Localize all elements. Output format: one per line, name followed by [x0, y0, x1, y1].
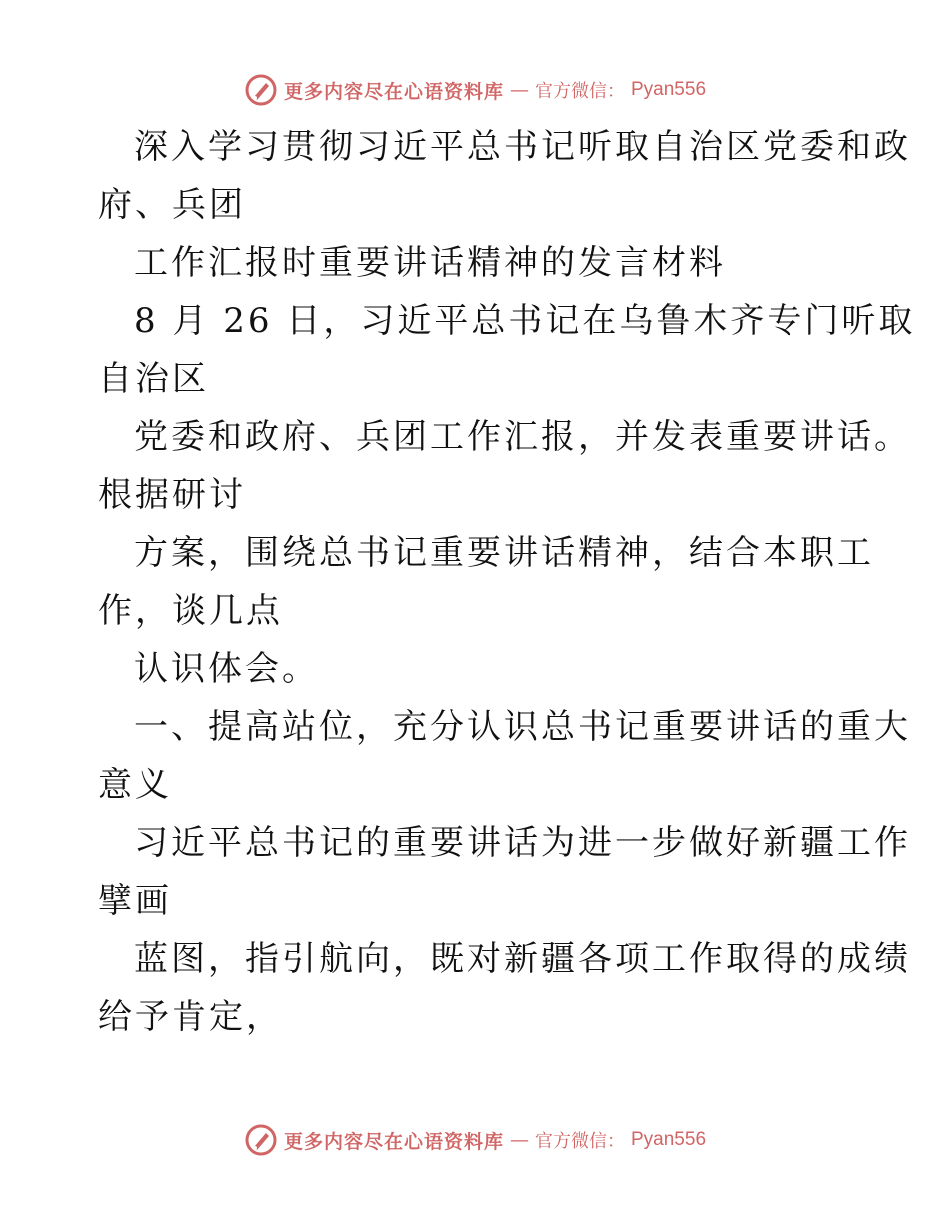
watermark-brand: 更多内容尽在心语资料库	[283, 80, 504, 103]
text-line: 根据研讨	[98, 475, 246, 515]
watermark-dash: —	[510, 1129, 529, 1151]
watermark-wechat-id: Pyan556	[631, 79, 707, 100]
text-line: 8 月 26 日，习近平总书记在乌鲁木齐专门听取	[134, 301, 916, 341]
text-line: 认识体会。	[134, 649, 319, 689]
watermark-label: 官方微信：	[535, 1131, 625, 1152]
watermark-brand: 更多内容尽在心语资料库	[283, 1130, 504, 1153]
text-line: 党委和政府、兵团工作汇报，并发表重要讲话。	[134, 417, 911, 457]
text-line: 一、提高站位，充分认识总书记重要讲话的重大	[134, 707, 911, 747]
text-line: 方案，围绕总书记重要讲话精神，结合本职工	[134, 533, 874, 573]
text-line: 给予肯定，	[98, 997, 283, 1037]
text-line: 府、兵团	[98, 185, 246, 225]
watermark-wechat-id: Pyan556	[631, 1129, 707, 1150]
watermark-dash: —	[510, 79, 529, 101]
pen-logo-icon	[244, 73, 278, 107]
document-body	[98, 118, 916, 1046]
text-line: 意义	[98, 765, 172, 805]
watermark-label: 官方微信：	[535, 81, 625, 102]
text-line: 作，谈几点	[98, 591, 283, 631]
text-line: 深入学习贯彻习近平总书记听取自治区党委和政	[134, 127, 911, 167]
text-line: 蓝图，指引航向，既对新疆各项工作取得的成绩	[134, 939, 911, 979]
text-line: 自治区	[98, 359, 209, 399]
text-line: 工作汇报时重要讲话精神的发言材料	[134, 243, 726, 283]
text-line: 擘画	[98, 881, 172, 921]
header-watermark	[0, 70, 950, 110]
footer-watermark	[0, 1120, 950, 1160]
pen-logo-icon	[244, 1123, 278, 1157]
text-line: 习近平总书记的重要讲话为进一步做好新疆工作	[134, 823, 911, 863]
